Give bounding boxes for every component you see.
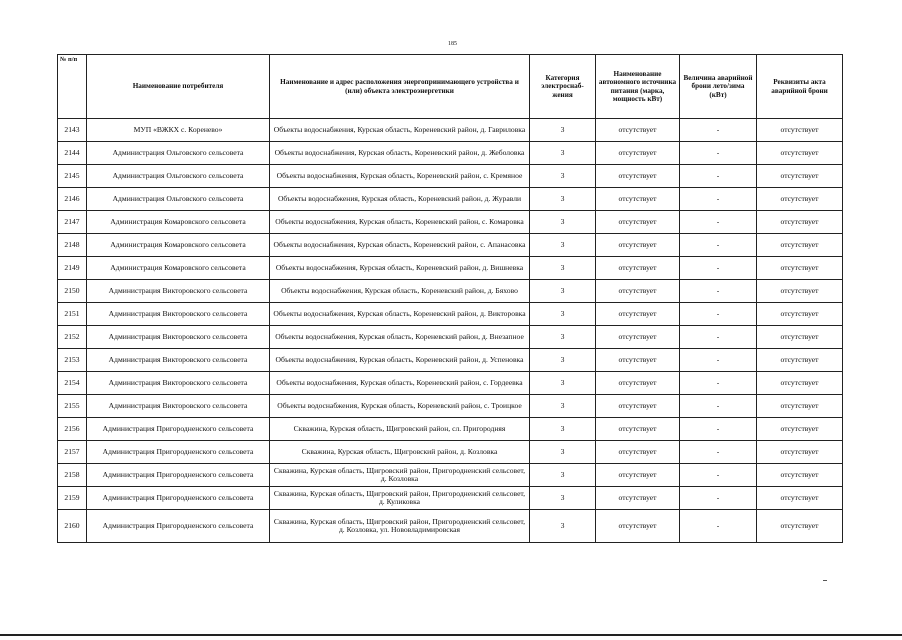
table-row [58, 211, 843, 234]
cell-consumer: Администрация Викторовского сельсовета [87, 303, 270, 326]
cell-source: отсутствует [596, 211, 680, 234]
cell-object: Объекты водоснабжения, Курская область, Кореневский район, д. Успеновка [270, 349, 530, 372]
cell-source: отсутствует [596, 303, 680, 326]
cell-consumer: Администрация Викторовского сельсовета [87, 326, 270, 349]
cell-consumer: Администрация Ольговского сельсовета [87, 142, 270, 165]
cell-num: 2146 [58, 188, 87, 211]
cell-consumer: Администрация Ольговского сельсовета [87, 165, 270, 188]
cell-source: отсутствует [596, 188, 680, 211]
table-row [58, 257, 843, 280]
cell-num: 2147 [58, 211, 87, 234]
cell-act: отсутствует [757, 165, 843, 188]
cell-num: 2151 [58, 303, 87, 326]
table-row [58, 142, 843, 165]
cell-act: отсутствует [757, 349, 843, 372]
cell-power: - [680, 119, 757, 142]
cell-act: отсутствует [757, 395, 843, 418]
cell-power: - [680, 211, 757, 234]
cell-category: 3 [530, 211, 596, 234]
table-row [58, 395, 843, 418]
cell-object: Объекты водоснабжения, Курская область, Кореневский район, с. Комаровка [270, 211, 530, 234]
cell-object: Объекты водоснабжения, Курская область, Кореневский район, с. Троицкое [270, 395, 530, 418]
table-row [58, 372, 843, 395]
cell-object: Скважина, Курская область, Щигровский район, Пригородненский сельсовет, д. Куликовка [270, 487, 530, 510]
cell-source: отсутствует [596, 395, 680, 418]
cell-act: отсутствует [757, 119, 843, 142]
cell-act: отсутствует [757, 142, 843, 165]
cell-source: отсутствует [596, 349, 680, 372]
cell-power: - [680, 395, 757, 418]
cell-object: Скважина, Курская область, Щигровский район, д. Козловка [270, 441, 530, 464]
cell-power: - [680, 326, 757, 349]
cell-object: Объекты водоснабжения, Курская область, Кореневский район, д. Викторовка [270, 303, 530, 326]
cell-num: 2157 [58, 441, 87, 464]
cell-power: - [680, 303, 757, 326]
cell-source: отсутствует [596, 142, 680, 165]
cell-object: Объекты водоснабжения, Курская область, Кореневский район, с. Апанасовка [270, 234, 530, 257]
cell-act: отсутствует [757, 487, 843, 510]
table-row [58, 303, 843, 326]
cell-num: 2150 [58, 280, 87, 303]
cell-consumer: Администрация Пригородненского сельсовета [87, 510, 270, 543]
cell-power: - [680, 349, 757, 372]
cell-object: Объекты водоснабжения, Курская область, Кореневский район, д. Вишневка [270, 257, 530, 280]
cell-consumer: Администрация Комаровского сельсовета [87, 257, 270, 280]
cell-power: - [680, 142, 757, 165]
table-row [58, 349, 843, 372]
page-bottom-border [0, 634, 902, 636]
cell-act: отсутствует [757, 303, 843, 326]
cell-consumer: Администрация Комаровского сельсовета [87, 234, 270, 257]
cell-category: 3 [530, 441, 596, 464]
cell-category: 3 [530, 464, 596, 487]
cell-category: 3 [530, 372, 596, 395]
cell-act: отсутствует [757, 326, 843, 349]
cell-num: 2145 [58, 165, 87, 188]
cell-power: - [680, 487, 757, 510]
cell-source: отсутствует [596, 326, 680, 349]
cell-category: 3 [530, 119, 596, 142]
cell-act: отсутствует [757, 211, 843, 234]
cell-category: 3 [530, 142, 596, 165]
cell-act: отсутствует [757, 510, 843, 543]
cell-consumer: Администрация Пригородненского сельсовета [87, 464, 270, 487]
cell-source: отсутствует [596, 372, 680, 395]
cell-consumer: Администрация Викторовского сельсовета [87, 372, 270, 395]
cell-source: отсутствует [596, 510, 680, 543]
cell-object: Скважина, Курская область, Щигровский район, Пригородненский сельсовет, д. Козловка [270, 464, 530, 487]
header-object: Наименование и адрес расположения энергопринимающего устройства и (или) объекта электроэнергетики [270, 55, 530, 119]
cell-object: Объекты водоснабжения, Курская область, Кореневский район, д. Внезапное [270, 326, 530, 349]
cell-power: - [680, 441, 757, 464]
register-table [57, 54, 843, 543]
table-row [58, 188, 843, 211]
cell-num: 2154 [58, 372, 87, 395]
cell-num: 2160 [58, 510, 87, 543]
cell-power: - [680, 234, 757, 257]
cell-num: 2143 [58, 119, 87, 142]
cell-category: 3 [530, 280, 596, 303]
cell-num: 2152 [58, 326, 87, 349]
cell-category: 3 [530, 487, 596, 510]
cell-act: отсутствует [757, 418, 843, 441]
cell-source: отсутствует [596, 464, 680, 487]
cell-object: Объекты водоснабжения, Курская область, Кореневский район, д. Журавли [270, 188, 530, 211]
table-row [58, 418, 843, 441]
cell-power: - [680, 165, 757, 188]
cell-object: Объекты водоснабжения, Курская область, Кореневский район, с. Кремяное [270, 165, 530, 188]
header-act: Реквизиты акта аварийной брони [757, 55, 843, 119]
cell-source: отсутствует [596, 257, 680, 280]
cell-consumer: Администрация Пригородненского сельсовета [87, 487, 270, 510]
cell-num: 2158 [58, 464, 87, 487]
cell-category: 3 [530, 418, 596, 441]
cell-source: отсутствует [596, 487, 680, 510]
cell-power: - [680, 510, 757, 543]
cell-power: - [680, 418, 757, 441]
cell-category: 3 [530, 234, 596, 257]
cell-source: отсутствует [596, 165, 680, 188]
table-row [58, 234, 843, 257]
cell-source: отсутствует [596, 119, 680, 142]
table-header-row [58, 55, 843, 119]
cell-consumer: Администрация Пригородненского сельсовета [87, 418, 270, 441]
cell-power: - [680, 188, 757, 211]
cell-category: 3 [530, 395, 596, 418]
table-row [58, 487, 843, 510]
header-category: Категория электроснаб-жения [530, 55, 596, 119]
table-row [58, 326, 843, 349]
cell-category: 3 [530, 326, 596, 349]
cell-act: отсутствует [757, 280, 843, 303]
cell-category: 3 [530, 188, 596, 211]
header-source: Наименование автономного источника питания (марка, мощность кВт) [596, 55, 680, 119]
cell-num: 2156 [58, 418, 87, 441]
cell-consumer: Администрация Пригородненского сельсовета [87, 441, 270, 464]
cell-source: отсутствует [596, 234, 680, 257]
header-power: Величина аварийной брони лето/зима (кВт) [680, 55, 757, 119]
table-row [58, 464, 843, 487]
cell-object: Объекты водоснабжения, Курская область, Кореневский район, д. Бяхово [270, 280, 530, 303]
cell-consumer: Администрация Викторовского сельсовета [87, 395, 270, 418]
table-row [58, 165, 843, 188]
cell-consumer: Администрация Ольговского сельсовета [87, 188, 270, 211]
cell-object: Скважина, Курская область, Щигровский район, сл. Пригородняя [270, 418, 530, 441]
cell-num: 2148 [58, 234, 87, 257]
cell-object: Объекты водоснабжения, Курская область, Кореневский район, с. Гордеевка [270, 372, 530, 395]
table-row [58, 441, 843, 464]
table-row [58, 280, 843, 303]
cell-consumer: Администрация Комаровского сельсовета [87, 211, 270, 234]
cell-category: 3 [530, 303, 596, 326]
page-number: 185 [448, 41, 457, 47]
cell-act: отсутствует [757, 234, 843, 257]
cell-power: - [680, 372, 757, 395]
cell-act: отсутствует [757, 372, 843, 395]
cell-category: 3 [530, 257, 596, 280]
cell-power: - [680, 464, 757, 487]
cell-act: отсутствует [757, 441, 843, 464]
cell-num: 2144 [58, 142, 87, 165]
cell-power: - [680, 280, 757, 303]
cell-source: отсутствует [596, 280, 680, 303]
scan-mark [823, 580, 827, 581]
cell-source: отсутствует [596, 441, 680, 464]
cell-category: 3 [530, 165, 596, 188]
header-consumer: Наименование потребителя [87, 55, 270, 119]
cell-act: отсутствует [757, 464, 843, 487]
cell-source: отсутствует [596, 418, 680, 441]
cell-num: 2153 [58, 349, 87, 372]
cell-consumer: Администрация Викторовского сельсовета [87, 280, 270, 303]
cell-object: Объекты водоснабжения, Курская область, Кореневский район, д. Гавриловка [270, 119, 530, 142]
cell-num: 2149 [58, 257, 87, 280]
header-num: № п/п [58, 55, 87, 119]
cell-power: - [680, 257, 757, 280]
cell-object: Объекты водоснабжения, Курская область, Кореневский район, д. Жеболовка [270, 142, 530, 165]
cell-num: 2155 [58, 395, 87, 418]
table-row [58, 119, 843, 142]
cell-act: отсутствует [757, 257, 843, 280]
cell-act: отсутствует [757, 188, 843, 211]
table-row [58, 510, 843, 543]
cell-consumer: МУП «ВЖКХ с. Коренево» [87, 119, 270, 142]
cell-category: 3 [530, 349, 596, 372]
cell-num: 2159 [58, 487, 87, 510]
cell-consumer: Администрация Викторовского сельсовета [87, 349, 270, 372]
cell-object: Скважина, Курская область, Щигровский район, Пригородненский сельсовет, д. Козловка, ул. Нововладимировская [270, 510, 530, 543]
cell-category: 3 [530, 510, 596, 543]
